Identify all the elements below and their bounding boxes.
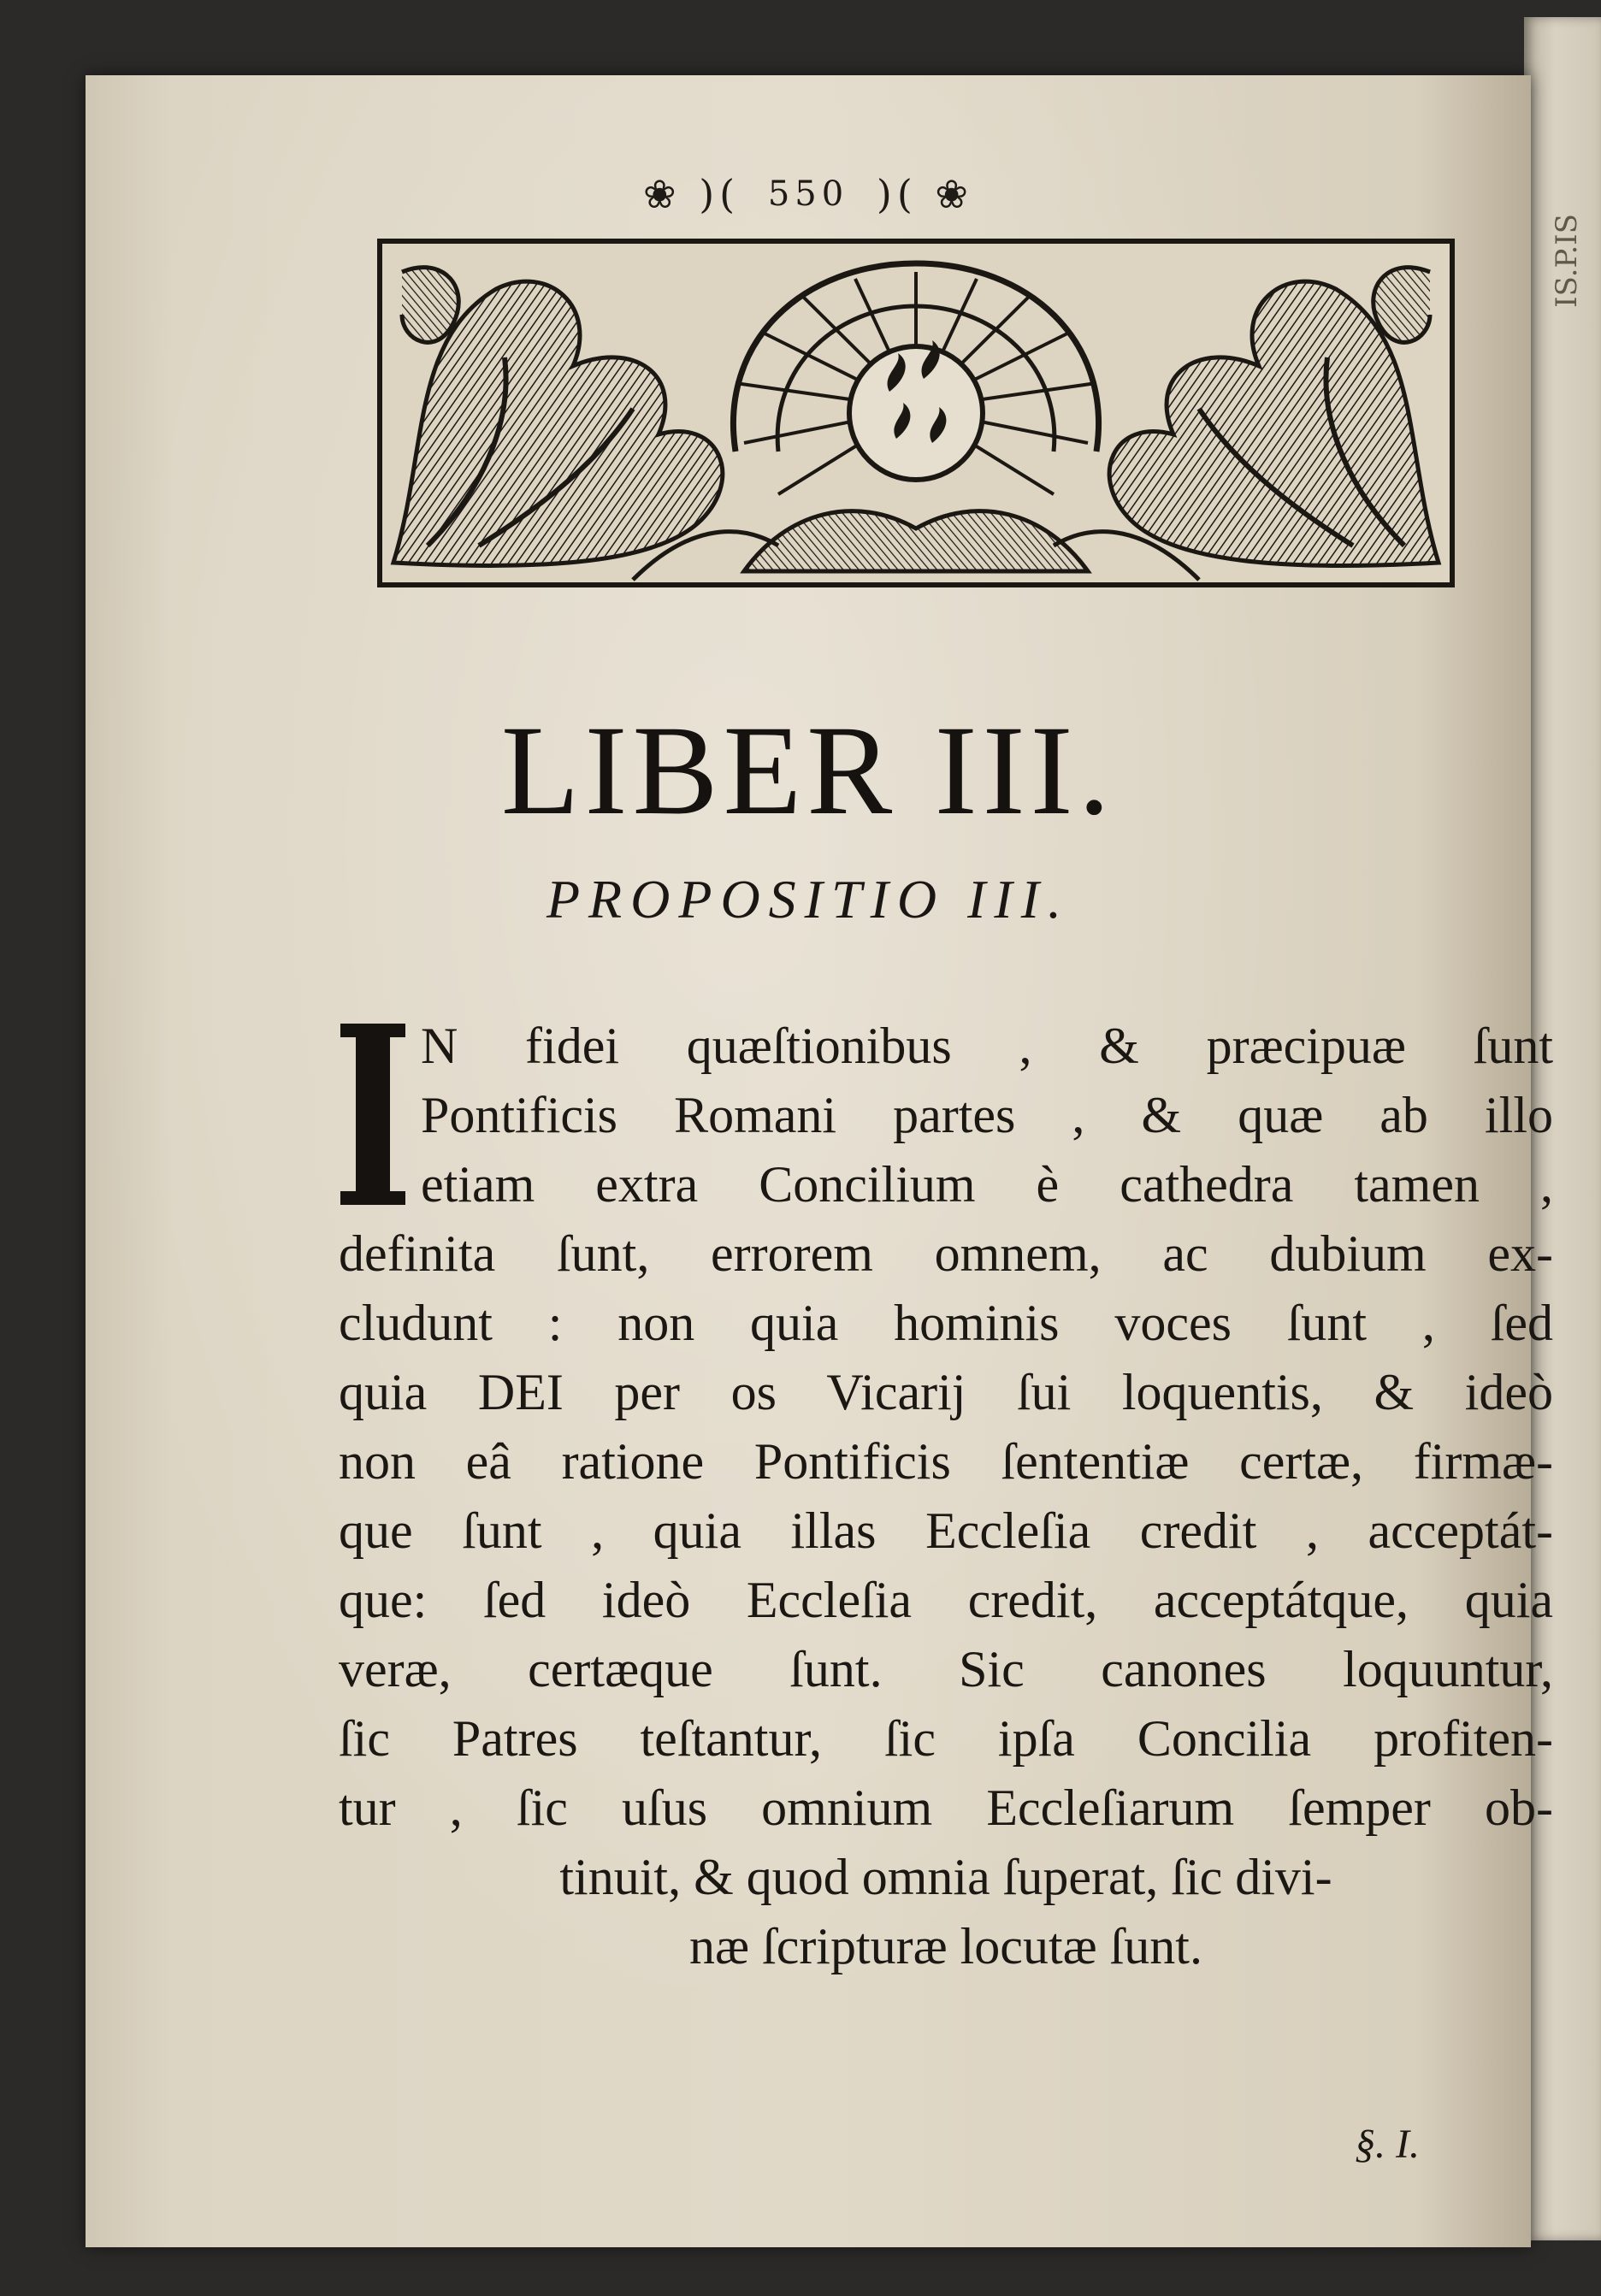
adjacent-page-fragment: IS.P.IS bbox=[1550, 214, 1584, 308]
proposition-heading: PROPOSITIO III. bbox=[546, 869, 1071, 930]
catchword: §. I. bbox=[1355, 2122, 1420, 2167]
body-text bbox=[339, 1012, 1553, 1981]
body-line: ſic Patres teſtantur, ſic ipſa Concilia profiten- bbox=[339, 1710, 1553, 1767]
page-number: 550 bbox=[767, 174, 849, 214]
book-page bbox=[86, 75, 1553, 2247]
acanthus-woodcut-headpiece-icon bbox=[376, 238, 1456, 588]
body-line: quia DEI per os Vicarij ſui loquentis, & ideò bbox=[339, 1364, 1553, 1420]
body-line: N fidei quæſtionibus , & præcipuæ ſunt bbox=[421, 1018, 1553, 1074]
body-line: non eâ ratione Pontificis ſententiæ certæ, firmæ- bbox=[339, 1433, 1553, 1490]
body-line: tinuit, & quod omnia ſuperat, ſic divi- bbox=[559, 1849, 1332, 1905]
header-ornament-right: )( ❀ bbox=[876, 171, 973, 217]
initial-i-icon bbox=[337, 1020, 409, 1208]
body-line: que ſunt , quia illas Eccleſia credit , acceptát- bbox=[339, 1502, 1553, 1559]
body-line: veræ, certæque ſunt. Sic canones loquuntur, bbox=[339, 1641, 1553, 1697]
body-line: que: ſed ideò Eccleſia credit, acceptátque, quia bbox=[339, 1572, 1553, 1628]
header-ornament-left: ❀ )( bbox=[643, 171, 741, 217]
body-line: Pontificis Romani partes , & quæ ab illo bbox=[421, 1087, 1553, 1143]
book-title: LIBER III. bbox=[500, 699, 1116, 841]
running-header bbox=[86, 171, 1531, 217]
body-line: tur , ſic uſus omnium Eccleſiarum ſemper ob- bbox=[339, 1780, 1553, 1836]
body-line: etiam extra Concilium è cathedra tamen , bbox=[421, 1156, 1553, 1213]
body-line: næ ſcripturæ locutæ ſunt. bbox=[689, 1918, 1202, 1974]
body-line: definita ſunt, errorem omnem, ac dubium ex- bbox=[339, 1225, 1553, 1282]
body-line: cludunt : non quia hominis voces ſunt , ſed bbox=[339, 1295, 1553, 1351]
